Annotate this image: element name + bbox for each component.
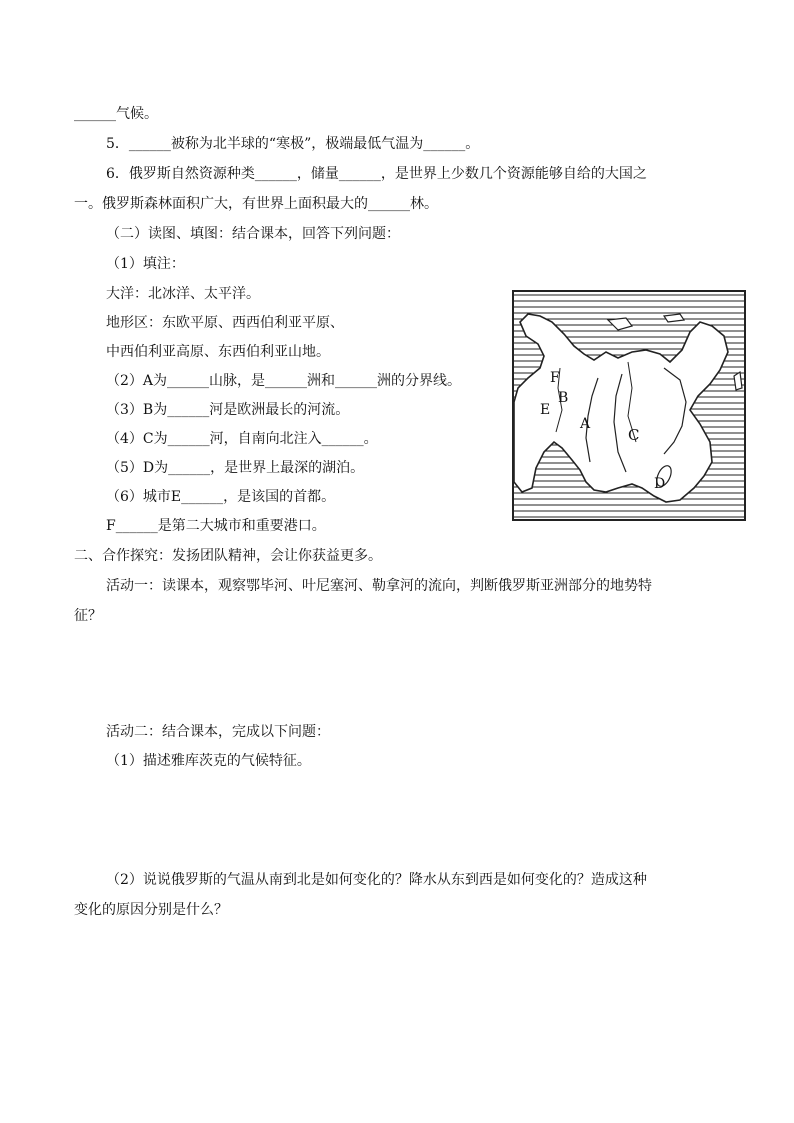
item-4: （4）C为______河，自南向北注入______。 xyxy=(106,431,378,447)
question-6-cont: 一。俄罗斯森林面积广大，有世界上面积最大的______林。 xyxy=(74,196,438,212)
section-map-heading: （二）读图、填图：结合课本，回答下列问题： xyxy=(106,226,400,242)
question-5: 5．______被称为北半球的“寒极”，极端最低气温为______。 xyxy=(106,136,480,152)
question-6: 6．俄罗斯自然资源种类______，储量______，是世界上少数几个资源能够自给的大国之 xyxy=(106,166,647,182)
map-label-d: D xyxy=(654,476,666,492)
map-label-c: C xyxy=(628,426,640,444)
activity-2-q2: （2）说说俄罗斯的气温从南到北是如何变化的？降水从东到西是如何变化的？造成这种 xyxy=(106,872,647,888)
map-label-b: B xyxy=(558,390,569,406)
landforms-line: 地形区：东欧平原、西西伯利亚平原、 xyxy=(106,315,344,331)
landforms-line-cont: 中西伯利亚高原、东西伯利亚山地。 xyxy=(106,344,330,360)
russia-map-drawing xyxy=(514,292,744,519)
item-6: （6）城市E______，是该国的首都。 xyxy=(106,489,336,505)
item-5: （5）D为______，是世界上最深的湖泊。 xyxy=(106,460,365,476)
activity-1: 活动一：读课本，观察鄂毕河、叶尼塞河、勒拿河的流向，判断俄罗斯亚洲部分的地势特 xyxy=(106,578,652,594)
activity-1-cont: 征？ xyxy=(74,608,102,624)
item-2: （2）A为______山脉，是______洲和______洲的分界线。 xyxy=(106,373,462,389)
oceans-line: 大洋：北冰洋、太平洋。 xyxy=(106,286,260,302)
map-label-f: F xyxy=(550,370,560,386)
russia-map xyxy=(512,290,746,521)
map-label-e: E xyxy=(540,402,551,418)
item-1: （1）填注： xyxy=(106,256,185,272)
activity-2-q1: （1）描述雅库茨克的气候特征。 xyxy=(106,753,311,769)
island xyxy=(734,372,742,390)
activity-2-q2-cont: 变化的原因分别是什么？ xyxy=(74,902,228,918)
section-cooperation-heading: 二、合作探究：发扬团队精神，会让你获益更多。 xyxy=(74,548,382,564)
item-3: （3）B为______河是欧洲最长的河流。 xyxy=(106,402,350,418)
item-6-f: F______是第二大城市和重要港口。 xyxy=(106,518,326,534)
map-label-a: A xyxy=(580,416,591,432)
activity-2: 活动二：结合课本，完成以下问题： xyxy=(106,724,330,740)
text-line-1: ______气候。 xyxy=(74,106,158,122)
island xyxy=(664,314,684,322)
